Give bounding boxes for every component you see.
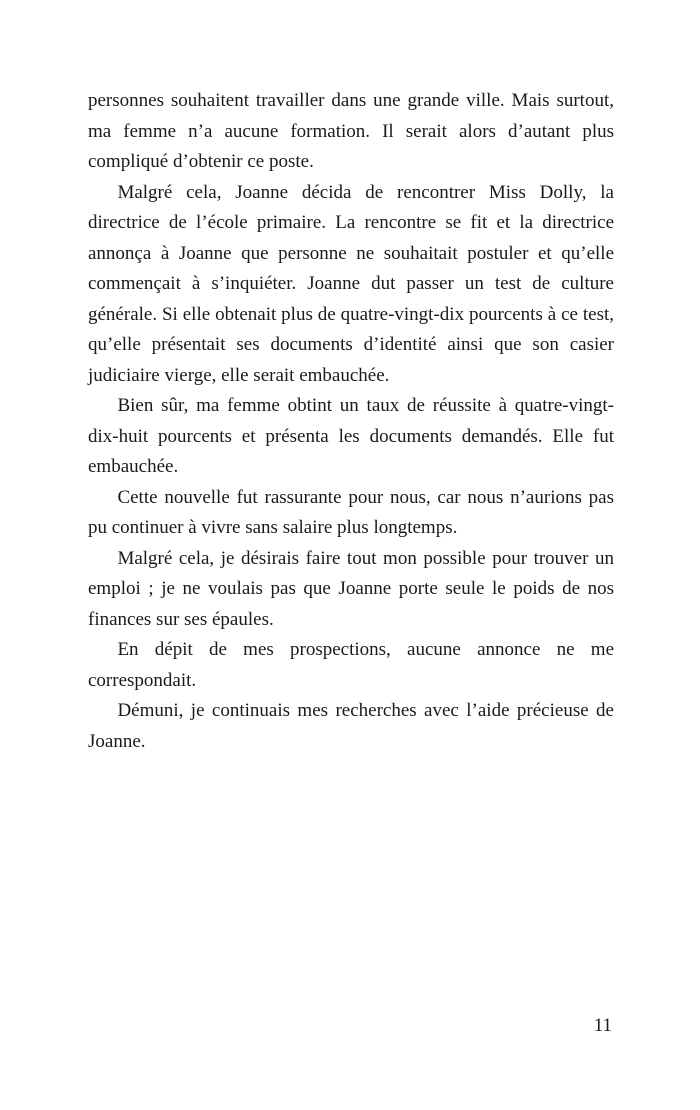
text-block (88, 86, 614, 757)
paragraph: Démuni, je continuais mes recherches avec l’aide précieuse de Joanne. (88, 700, 614, 752)
paragraph: Malgré cela, je désirais faire tout mon possible pour trouver un emploi ; je ne voulais pas que Joanne porte seule le poids de nos finances sur ses épaules. (88, 547, 614, 630)
page-number: 11 (593, 1015, 612, 1036)
paragraph: personnes souhaitent travailler dans une grande ville. Mais surtout, ma femme n’a aucune formation. Il serait alors d’autant plus compliqué d’obtenir ce poste. (88, 90, 614, 172)
paragraph: Malgré cela, Joanne décida de rencontrer Miss Dolly, la directrice de l’école primaire. La rencontre se fit et la directrice annonça à Joanne que personne ne souhaitait postuler et qu’elle commençait à s’inquiéter. Joanne dut passer un test de culture générale. Si elle obtenait plus de quatre-vingt-dix pourcents à ce test, qu’elle présentait ses documents d’identité ainsi que son casier judiciaire vierge, elle serait embauchée. (88, 181, 614, 386)
paragraph: En dépit de mes prospections, aucune annonce ne me correspondait. (88, 639, 614, 691)
paragraph: Cette nouvelle fut rassurante pour nous, car nous n’aurions pas pu continuer à vivre sans salaire plus longtemps. (88, 486, 614, 538)
paragraph: Bien sûr, ma femme obtint un taux de réussite à quatre-vingt-dix-huit pourcents et présenta les documents demandés. Elle fut embauchée. (88, 395, 614, 477)
